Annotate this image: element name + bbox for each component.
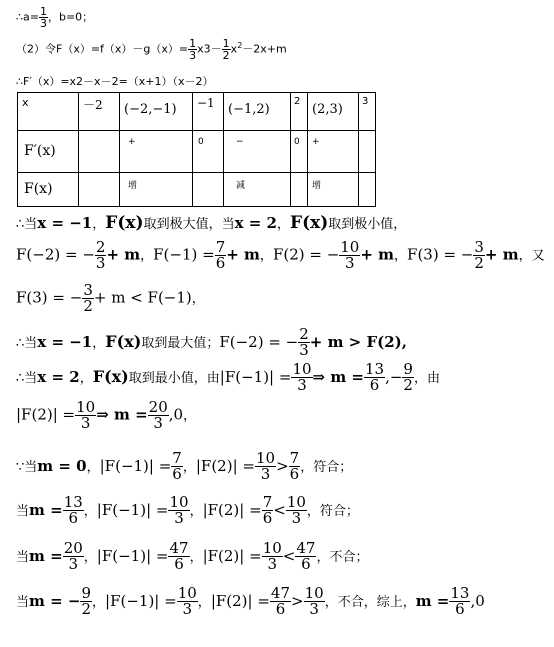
line-case-m13-6	[16, 495, 359, 526]
fraction-denominator: 3	[68, 555, 78, 573]
text: ，	[79, 371, 93, 386]
fraction-numerator: 9	[403, 360, 413, 378]
table-cell: 2	[294, 96, 301, 107]
text: ，	[92, 217, 106, 232]
line-minimum	[16, 362, 440, 393]
math: ,−	[385, 368, 403, 386]
math: |F(−1)| =	[99, 457, 172, 475]
table-row-function	[18, 173, 376, 207]
math: ,0	[168, 405, 184, 424]
fraction	[215, 240, 227, 271]
text: ，	[83, 504, 97, 519]
text: ，	[189, 550, 203, 565]
math: x = −1	[37, 333, 93, 351]
fraction-numerator: 7	[215, 238, 226, 256]
fraction-denominator: 3	[297, 376, 307, 394]
fraction-numerator: 10	[76, 398, 96, 416]
fraction-denominator: 3	[39, 17, 47, 30]
table-cell: 0	[294, 137, 300, 147]
fraction-denominator: 6	[455, 600, 465, 618]
text: ，	[83, 550, 97, 565]
row-label-derivative: F′(x)	[24, 143, 56, 159]
math: m =	[29, 547, 63, 565]
fraction-denominator: 3	[345, 254, 355, 272]
fraction-denominator: 2	[474, 254, 484, 272]
fraction-denominator: 6	[262, 509, 273, 527]
text: ，	[140, 248, 154, 264]
math: ⇒ m =	[96, 405, 148, 424]
fraction	[286, 495, 307, 526]
fraction-numerator: 7	[262, 493, 273, 511]
fraction	[270, 586, 291, 617]
table-cell: 减	[236, 181, 246, 191]
fraction-denominator: 3	[153, 414, 163, 432]
fraction-numerator: 9	[81, 584, 92, 602]
text: 取到最大值；	[141, 336, 220, 351]
fraction	[291, 362, 312, 393]
math: F(x)	[105, 332, 142, 351]
text: ，	[189, 504, 203, 519]
text: ，	[191, 291, 205, 307]
fraction-denominator: 3	[189, 49, 197, 62]
fraction	[295, 541, 316, 572]
math: F(−1) =	[153, 245, 215, 264]
text: ∴当	[16, 371, 38, 386]
l2-x: x	[230, 42, 238, 56]
text: ，	[259, 248, 273, 264]
fraction-denominator: 6	[68, 509, 78, 527]
math: x = 2	[234, 214, 277, 232]
fraction-denominator: 3	[182, 600, 193, 618]
math: + m	[484, 245, 519, 264]
fraction	[63, 541, 84, 572]
fraction-numerator: 10	[292, 360, 312, 378]
fraction-denominator: 6	[369, 376, 380, 394]
fraction-denominator: 2	[403, 376, 413, 394]
fraction-numerator: 20	[63, 539, 83, 557]
fraction-denominator: 3	[309, 600, 319, 618]
fraction-numerator: 7	[172, 449, 182, 467]
math: m =	[29, 501, 63, 519]
math: + m	[360, 245, 395, 264]
fraction-numerator: 20	[148, 398, 168, 416]
fraction	[148, 400, 169, 431]
table-cell: 增	[128, 181, 138, 191]
math: <	[282, 547, 296, 565]
fraction-denominator: 3	[299, 341, 309, 359]
fraction-numerator: 1	[39, 5, 47, 18]
fraction	[95, 240, 107, 271]
math: ,0	[470, 592, 485, 610]
text: ，	[92, 595, 106, 610]
table-cell: (2,3)	[312, 102, 343, 117]
fraction-numerator: 10	[340, 238, 360, 256]
math: + m > F(2),	[309, 333, 407, 351]
text: ，	[183, 408, 197, 424]
text: ，	[276, 217, 290, 232]
math: + m < F(−1)	[93, 288, 192, 307]
text: ∵当	[16, 460, 38, 475]
l2-prefix: （2）令F（x）=f（x）－g（x）=	[16, 42, 189, 56]
math: m = 0	[37, 457, 87, 475]
math: |F(−1)| =	[96, 547, 169, 565]
line-f2-abs	[16, 400, 196, 431]
line-case-m20-3	[16, 541, 368, 572]
math: x = −1	[37, 214, 93, 232]
math: >	[276, 457, 289, 475]
math: F(3) = −	[16, 288, 83, 307]
math: |F(2)| =	[195, 457, 255, 475]
fraction-a	[39, 6, 48, 29]
text: ，由	[413, 371, 440, 386]
fraction-numerator: 47	[169, 539, 189, 557]
fraction-numerator: 1	[222, 37, 230, 50]
fraction	[473, 240, 485, 271]
fraction-numerator: 10	[286, 493, 306, 511]
fraction-denominator: 6	[301, 555, 311, 573]
fraction-numerator: 10	[255, 449, 276, 467]
text: ，	[182, 460, 196, 475]
fraction-numerator: 3	[474, 238, 484, 256]
math: F(x)	[290, 213, 329, 233]
fraction	[75, 400, 96, 431]
fraction	[80, 586, 92, 617]
fraction-numerator: 13	[364, 360, 385, 378]
text: ，	[92, 336, 106, 351]
line-1	[16, 6, 93, 29]
fraction	[262, 541, 283, 572]
fraction-denominator: 3	[174, 509, 184, 527]
text: 当	[16, 550, 30, 565]
line-3: ∴F′（x）=x2－x－2=（x+1）（x－2）	[16, 75, 214, 88]
math: m = −	[29, 592, 81, 610]
table-row-derivative	[18, 131, 376, 173]
fraction	[63, 495, 84, 526]
fraction-denominator: 6	[275, 600, 286, 618]
text: ，不合，综上，	[324, 595, 416, 610]
fraction-denominator: 6	[174, 555, 184, 573]
fraction	[168, 541, 189, 572]
math: F(3) = −	[407, 245, 474, 264]
fraction-denominator: 6	[172, 465, 182, 483]
math: F(x)	[105, 213, 144, 233]
text: ∴当	[16, 336, 38, 351]
table-cell: x	[22, 96, 29, 109]
table-cell: +	[128, 137, 136, 147]
math: F(2) = −	[272, 245, 340, 264]
table-cell: −1	[197, 96, 215, 110]
text: ，	[86, 460, 100, 475]
line-compare	[16, 283, 205, 314]
text: 取到最小值，由	[128, 371, 220, 386]
line-case-m0	[16, 451, 352, 482]
l1-prefix: ∴a=	[16, 10, 39, 24]
math: |F(2)| =	[202, 547, 262, 565]
fraction	[364, 362, 385, 393]
table-cell: 3	[362, 96, 369, 107]
math: |F(−1)| =	[219, 368, 292, 386]
table-cell: (−2,−1)	[124, 102, 177, 117]
math: F(−2) = −	[219, 333, 299, 351]
fraction-denominator: 3	[267, 555, 277, 573]
fraction	[298, 327, 310, 358]
fraction-numerator: 2	[95, 238, 106, 256]
math: |F(−1)| =	[96, 501, 169, 519]
table-cell: (−1,2)	[228, 102, 270, 117]
fraction	[177, 586, 198, 617]
fraction-numerator: 10	[262, 539, 282, 557]
fraction-denominator: 3	[95, 254, 106, 272]
fraction-numerator: 7	[289, 449, 300, 467]
text: ，符合；	[300, 460, 353, 475]
row-label-function: F(x)	[24, 181, 53, 197]
text: 取到极大值，当	[143, 217, 235, 232]
math: + m	[106, 245, 141, 264]
math: x = 2	[37, 368, 80, 386]
fraction-numerator: 10	[177, 584, 197, 602]
fraction	[82, 283, 94, 314]
fraction	[171, 451, 183, 482]
fraction-numerator: 3	[83, 281, 93, 299]
exponent: 2	[237, 40, 243, 50]
math: |F(2)| =	[202, 501, 262, 519]
fraction-numerator: 13	[63, 493, 83, 511]
fraction	[289, 451, 301, 482]
table-cell: －2	[83, 98, 103, 112]
math: <	[273, 501, 286, 519]
l1-suffix: ，b=0；	[47, 10, 94, 24]
text: 当	[16, 504, 30, 519]
table-header-row	[18, 93, 376, 131]
fraction	[304, 586, 325, 617]
fraction-numerator: 47	[270, 584, 291, 602]
fraction	[402, 362, 414, 393]
fraction-denominator: 2	[81, 600, 92, 618]
fraction	[449, 586, 470, 617]
line-extrema	[16, 213, 406, 233]
fraction-denominator: 6	[215, 254, 226, 272]
fraction-numerator: 10	[304, 584, 324, 602]
math: >	[291, 592, 304, 610]
fraction-numerator: 2	[299, 325, 309, 343]
text: ，	[394, 248, 408, 264]
fraction	[168, 495, 189, 526]
fraction-numerator: 10	[169, 493, 189, 511]
text: ，	[197, 595, 211, 610]
table-cell: +	[312, 137, 320, 147]
line-maximum	[16, 327, 407, 358]
fraction-denominator: 2	[222, 49, 230, 62]
fraction	[255, 451, 276, 482]
fraction	[222, 38, 231, 61]
fraction	[339, 240, 360, 271]
fraction-denominator: 3	[80, 414, 91, 432]
math: ⇒ m =	[312, 368, 364, 386]
table-cell: 0	[198, 137, 204, 147]
math: + m	[226, 245, 260, 264]
line-values	[16, 240, 545, 271]
line-case-m-9-2	[16, 586, 485, 617]
math: F(−2) = −	[16, 245, 95, 264]
text: ，不合；	[316, 550, 369, 565]
text: 取到极小值，	[328, 217, 407, 232]
math: F(x)	[92, 367, 129, 386]
text: 当	[16, 595, 30, 610]
fraction-numerator: 47	[296, 539, 316, 557]
fraction	[188, 38, 197, 61]
fraction-denominator: 2	[83, 297, 93, 315]
sign-table	[17, 92, 376, 207]
text: ∴当	[16, 217, 38, 232]
l2-suffix: －2x+m	[242, 42, 287, 56]
fraction-denominator: 3	[260, 465, 271, 483]
math: |F(2)| =	[16, 405, 76, 424]
fraction-numerator: 13	[450, 584, 470, 602]
fraction	[262, 495, 274, 526]
line-2	[16, 38, 287, 61]
table-cell: −	[236, 137, 244, 147]
text: ，符合；	[306, 504, 359, 519]
l2-mid: x3－	[197, 42, 222, 56]
math: m =	[415, 592, 450, 610]
math: |F(2)| =	[210, 592, 270, 610]
math: |F(−1)| =	[105, 592, 177, 610]
fraction-denominator: 6	[289, 465, 300, 483]
fraction-denominator: 3	[291, 509, 302, 527]
table-cell: 增	[312, 181, 322, 191]
fraction-numerator: 1	[189, 37, 197, 50]
text: ，又	[518, 248, 545, 264]
